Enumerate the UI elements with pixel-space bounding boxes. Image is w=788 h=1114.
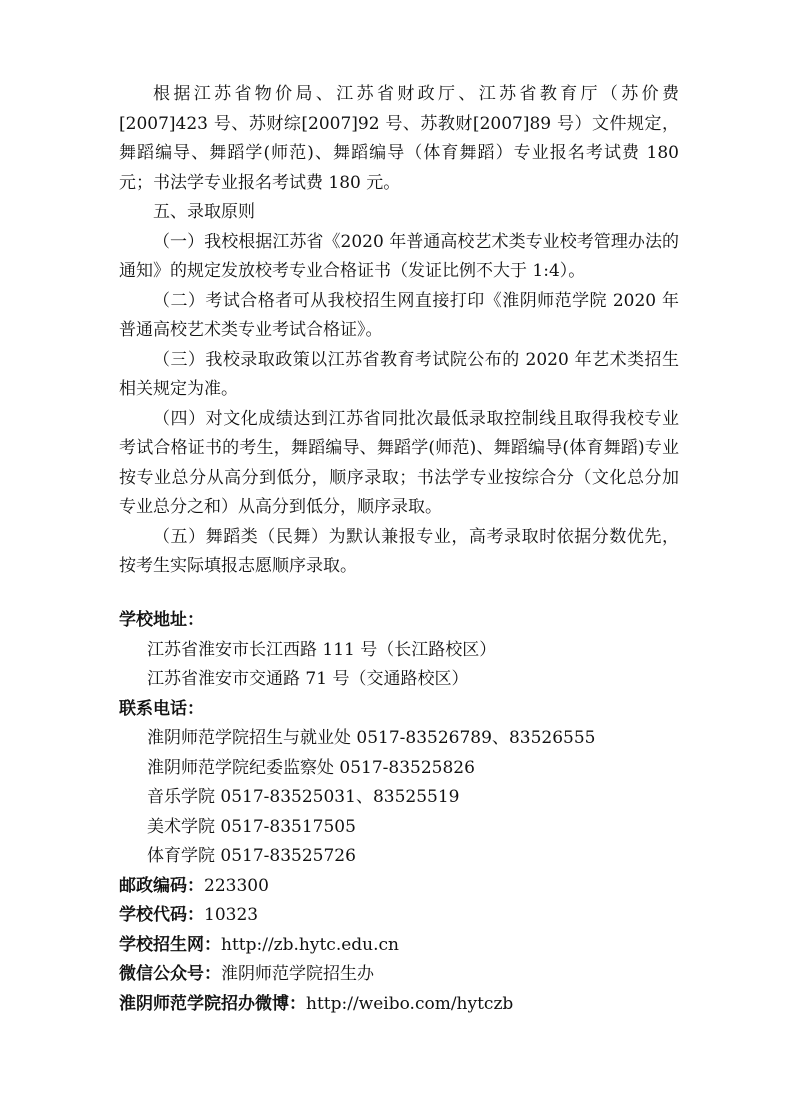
wechat-label: 微信公众号：: [119, 964, 221, 984]
phone-line: 淮阴师范学院招生与就业处 0517-83526789、83526555: [147, 728, 596, 748]
address-heading: [119, 606, 679, 636]
weibo-label: 淮阴师范学院招办微博：: [119, 993, 306, 1014]
postcode-row: [119, 872, 679, 902]
school-code-row: [119, 901, 679, 931]
wechat-value: 淮阴师范学院招生办: [221, 964, 374, 984]
contact-info: [119, 606, 679, 1019]
phone-heading: [119, 695, 679, 725]
website-link[interactable]: http://zb.hytc.edu.cn: [221, 934, 399, 955]
postcode-label: 邮政编码：: [119, 875, 204, 896]
admission-rules-body: [119, 80, 679, 582]
postcode-value: 223300: [204, 875, 269, 896]
fee-paragraph: 根据江苏省物价局、江苏省财政厅、江苏省教育厅（苏价费[2007]423 号、苏财综[2007]92 号、苏教财[2007]89 号）文件规定，舞蹈编导、舞蹈学(师范)、舞蹈编导（体育舞蹈）专业报名考试费 180 元；书法学专业报名考试费 180 元。: [119, 84, 679, 193]
rule-item-2: （二）考试合格者可从我校招生网直接打印《淮阴师范学院 2020 年普通高校艺术类专业考试合格证》。: [119, 290, 679, 340]
section-title-admission-principles: 五、录取原则: [153, 202, 255, 222]
website-row: [119, 931, 679, 961]
phone-line: 体育学院 0517-83525726: [147, 846, 356, 866]
phone-line: 美术学院 0517-83517505: [147, 816, 356, 837]
rule-item-5: （五）舞蹈类（民舞）为默认兼报专业，高考录取时依据分数优先，按考生实际填报志愿顺序录取。: [119, 526, 679, 576]
phone-line: 淮阴师范学院纪委监察处 0517-83525826: [147, 757, 475, 778]
school-code-value: 10323: [204, 905, 259, 925]
address-line: 江苏省淮安市交通路 71 号（交通路校区）: [147, 669, 469, 689]
address-label: 学校地址：: [119, 610, 204, 630]
rule-item-1: （一）我校根据江苏省《2020 年普通高校艺术类专业校考管理办法的通知》的规定发放校考专业合格证书（发证比例不大于 1:4）。: [119, 231, 679, 281]
rule-item-3: （三）我校录取政策以江苏省教育考试院公布的 2020 年艺术类招生相关规定为准。: [119, 349, 679, 399]
phone-line: 音乐学院 0517-83525031、83525519: [147, 787, 460, 807]
address-line: 江苏省淮安市长江西路 111 号（长江路校区）: [147, 639, 497, 660]
weibo-link[interactable]: http://weibo.com/hytczb: [306, 993, 514, 1014]
school-code-label: 学校代码：: [119, 905, 204, 925]
weibo-row: [119, 990, 679, 1020]
phone-label: 联系电话：: [119, 698, 204, 719]
wechat-row: [119, 960, 679, 990]
rule-item-4: （四）对文化成绩达到江苏省同批次最低录取控制线且取得我校专业考试合格证书的考生，舞蹈编导、舞蹈学(师范)、舞蹈编导(体育舞蹈)专业按专业总分从高分到低分，顺序录取；书法学专业按综合分（文化总分加专业总分之和）从高分到低分，顺序录取。: [119, 408, 679, 517]
website-label: 学校招生网：: [119, 934, 221, 955]
